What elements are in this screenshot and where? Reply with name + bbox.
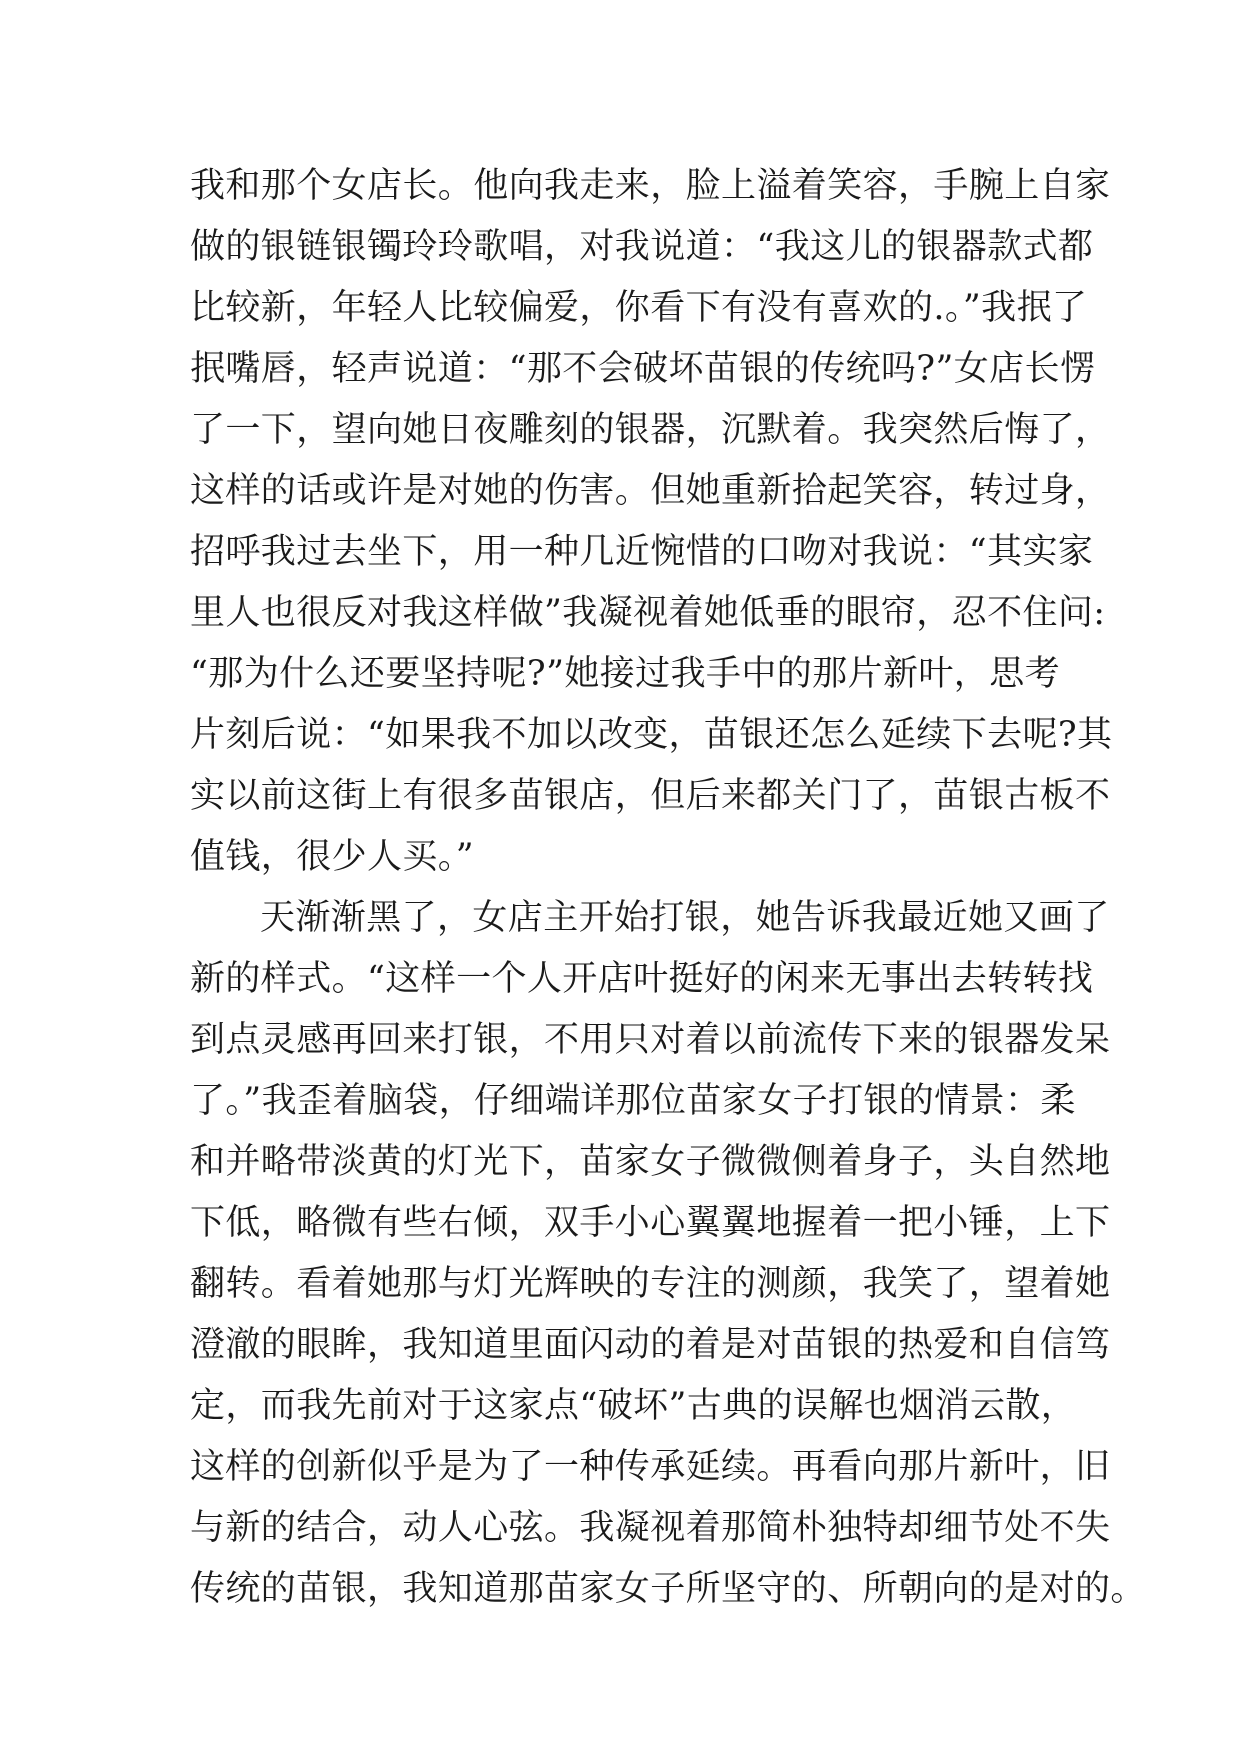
text-line: 传统的苗银，我知道那苗家女子所坚守的、所朝向的是对的。 [190, 1569, 1146, 1609]
text-line: 招呼我过去坐下，用一种几近惋惜的口吻对我说：“其实家 [190, 532, 1094, 572]
text-line: “那为什么还要坚持呢?”她接过我手中的那片新叶，思考 [190, 654, 1060, 694]
paragraph-end-line: 值钱，很少人买。” [190, 837, 474, 877]
text-line: 比较新，年轻人比较偏爱，你看下有没有喜欢的.。”我抿了 [190, 288, 1088, 328]
text-line: 这样的话或许是对她的伤害。但她重新拾起笑容，转过身， [190, 471, 1111, 511]
text-line: 了。”我歪着脑袋，仔细端详那位苗家女子打银的情景：柔 [190, 1081, 1076, 1121]
text-line: 澄澈的眼眸，我知道里面闪动的着是对苗银的热爱和自信笃 [190, 1325, 1111, 1365]
text-line: 抿嘴唇，轻声说道：“那不会破坏苗银的传统吗?”女店长愣 [190, 349, 1096, 389]
text-line: 片刻后说：“如果我不加以改变，苗银还怎么延续下去呢?其 [190, 715, 1113, 755]
text-line: 这样的创新似乎是为了一种传承延续。再看向那片新叶，旧 [190, 1447, 1111, 1487]
text-line: 和并略带淡黄的灯光下，苗家女子微微侧着身子，头自然地 [190, 1142, 1111, 1182]
text-line: 我和那个女店长。他向我走来，脸上溢着笑容，手腕上自家 [190, 166, 1111, 206]
paragraph-first-line: 天渐渐黑了，女店主开始打银，她告诉我最近她又画了 [260, 898, 1110, 938]
text-line: 实以前这街上有很多苗银店，但后来都关门了，苗银古板不 [190, 776, 1111, 816]
text-line: 定，而我先前对于这家点“破坏”古典的误解也烟消云散， [190, 1386, 1077, 1426]
text-line: 新的样式。“这样一个人开店叶挺好的闲来无事出去转转找 [190, 959, 1094, 999]
text-line: 翻转。看着她那与灯光辉映的专注的测颜，我笑了，望着她 [190, 1264, 1111, 1304]
text-line: 下低，略微有些右倾，双手小心翼翼地握着一把小锤，上下 [190, 1203, 1111, 1243]
text-line: 做的银链银镯玲玲歌唱，对我说道：“我这儿的银器款式都 [190, 227, 1094, 267]
body-text [190, 156, 1146, 1620]
text-line: 到点灵感再回来打银，不用只对着以前流传下来的银器发呆 [190, 1020, 1111, 1060]
text-line: 里人也很反对我这样做”我凝视着她低垂的眼帘，忍不住问: [190, 593, 1106, 633]
text-line: 了一下，望向她日夜雕刻的银器，沉默着。我突然后悔了， [190, 410, 1111, 450]
text-line: 与新的结合，动人心弦。我凝视着那简朴独特却细节处不失 [190, 1508, 1111, 1548]
